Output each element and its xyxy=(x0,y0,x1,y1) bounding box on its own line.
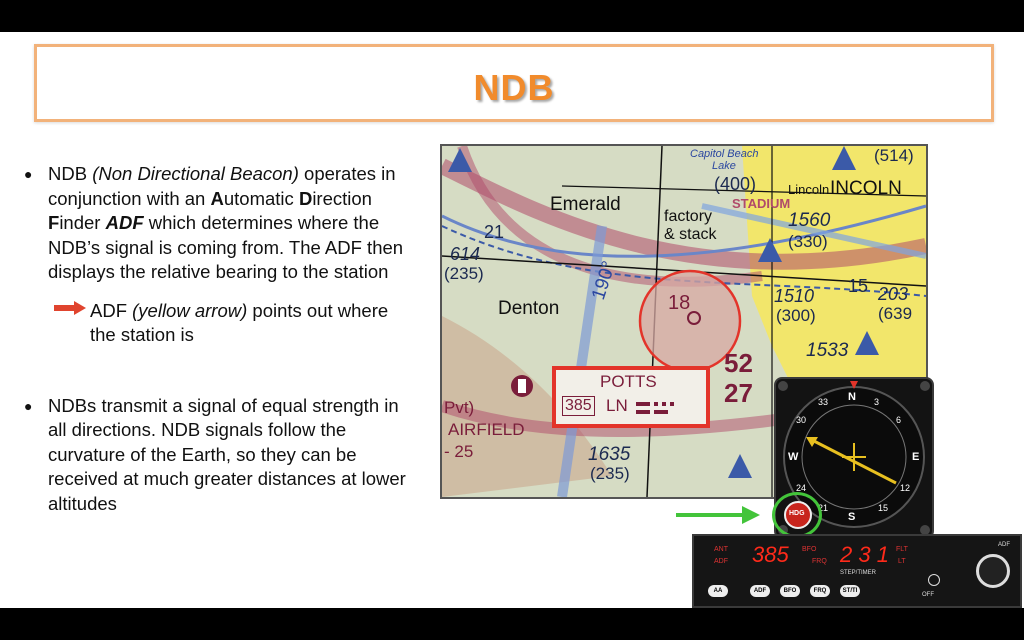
text-italic: (Non Directional Beacon) xyxy=(92,163,299,184)
card-15: 15 xyxy=(878,503,889,513)
step-timer-label: STEP/TIMER xyxy=(840,570,877,576)
map-label-21: 21 xyxy=(484,222,505,242)
frq-label: FRQ xyxy=(812,558,827,565)
map-label-52: 52 xyxy=(724,348,753,378)
card-s: S xyxy=(848,511,856,523)
map-label-lincoln: INCOLN xyxy=(830,178,902,199)
map-label-potts: POTTS xyxy=(600,372,657,391)
lt-label: LT xyxy=(898,558,906,565)
title-box xyxy=(34,44,994,122)
text: points out where the station is xyxy=(90,299,389,345)
frq-button[interactable]: FRQ xyxy=(810,585,830,597)
map-label-614: 614 xyxy=(450,244,481,264)
text: irection xyxy=(312,187,372,209)
text-bold: F xyxy=(48,212,60,233)
card-3: 3 xyxy=(874,397,880,407)
bullet-ndb xyxy=(22,162,412,285)
text: utomatic xyxy=(223,187,299,209)
card-6: 6 xyxy=(896,415,902,425)
map-label-airfield: AIRFIELD xyxy=(448,420,525,439)
card-24: 24 xyxy=(796,483,807,493)
map-label-235b: (235) xyxy=(590,464,630,483)
map-label-stack: & stack xyxy=(664,226,717,243)
map-label-25: - 25 xyxy=(444,442,474,461)
map-label-ln: LN xyxy=(606,396,628,415)
bullet-ndb-signal xyxy=(22,394,412,517)
map-label-1560: 1560 xyxy=(788,210,831,231)
slide xyxy=(0,32,1024,608)
power-knob[interactable] xyxy=(928,574,940,586)
map-label-capitol-beach: Capitol Beach xyxy=(690,148,759,160)
map-label-denton: Denton xyxy=(498,298,560,319)
green-arrow-icon xyxy=(676,506,760,524)
bfo-label: BFO xyxy=(802,546,817,553)
morse-code-icon xyxy=(636,400,696,416)
text: which determines where the NDB’s signal is coming from. The ADF then displays the relative bearing to the station xyxy=(48,212,404,282)
active-frequency: 385 xyxy=(752,542,789,567)
map-label-stadium: STADIUM xyxy=(732,196,791,211)
map-label-15: 15 xyxy=(848,276,869,296)
text-bold: A xyxy=(210,187,224,209)
sub-bullet-adf xyxy=(22,299,412,348)
map-label-1533: 1533 xyxy=(806,340,849,361)
slide-title: NDB xyxy=(473,67,555,108)
card-33: 33 xyxy=(818,397,829,407)
adf-title-label: ADF xyxy=(998,542,1010,548)
map-label-203: 203 xyxy=(878,284,909,304)
map-label-300: (300) xyxy=(776,306,816,325)
st-ti-button[interactable]: ST/TI xyxy=(840,585,860,597)
text: NDBs transmit a signal of equal strength in all directions. NDB signals follow the curvature of the Earth, so they can be received at much greater distances at lower altitudes xyxy=(48,394,406,514)
card-12: 12 xyxy=(900,483,911,493)
adf-mode-label: ADF xyxy=(714,558,728,565)
standby-timer-display: 2 3 1 xyxy=(840,542,889,567)
card-30: 30 xyxy=(796,415,807,425)
text: operates in conjunction with an xyxy=(48,163,396,209)
adf-receiver-panel xyxy=(692,534,1022,608)
aa-button[interactable]: AA xyxy=(708,585,728,597)
map-label-pvt: Pvt) xyxy=(444,398,475,417)
map-label-639: (639 xyxy=(878,304,913,323)
text-bold-italic: ADF xyxy=(105,212,144,233)
map-label-factory: factory xyxy=(664,208,713,225)
ant-label: ANT xyxy=(714,546,728,553)
map-label-emerald: Emerald xyxy=(550,194,621,215)
map-label-385: 385 xyxy=(562,396,595,416)
map-label-190: 190° xyxy=(588,258,621,303)
text-bold: D xyxy=(298,187,313,209)
map-label-lake: Lake xyxy=(712,160,736,172)
bfo-button[interactable]: BFO xyxy=(780,585,800,597)
map-label-514: (514) xyxy=(874,146,914,165)
map-label-235a: (235) xyxy=(444,264,484,283)
flt-label: FLT xyxy=(896,546,908,553)
map-label-1510: 1510 xyxy=(774,286,815,306)
frequency-knob[interactable] xyxy=(976,554,1010,588)
hdg-label: HDG xyxy=(789,510,805,517)
card-e: E xyxy=(912,451,920,463)
adf-button[interactable]: ADF xyxy=(750,585,770,597)
hdg-highlight-circle xyxy=(772,492,822,538)
text: inder xyxy=(59,212,106,233)
red-arrow-icon xyxy=(54,301,86,315)
bullet-dot-icon: ● xyxy=(24,397,33,414)
bullet-list xyxy=(22,162,412,530)
map-label-330: (330) xyxy=(788,232,828,251)
card-w: W xyxy=(788,451,799,463)
map-label-1635: 1635 xyxy=(588,444,631,465)
map-label-400: (400) xyxy=(714,174,757,194)
map-label-18: 18 xyxy=(668,292,691,314)
card-n: N xyxy=(848,391,856,403)
text-italic: (yellow arrow) xyxy=(132,299,248,321)
map-label-lincoln-small: Lincoln xyxy=(788,182,830,197)
text: NDB xyxy=(48,163,93,184)
bullet-dot-icon: ● xyxy=(24,166,33,182)
text: ADF xyxy=(90,299,133,321)
card-21: 21 xyxy=(818,503,829,513)
map-label-27: 27 xyxy=(724,378,753,408)
off-label: OFF xyxy=(922,592,934,598)
